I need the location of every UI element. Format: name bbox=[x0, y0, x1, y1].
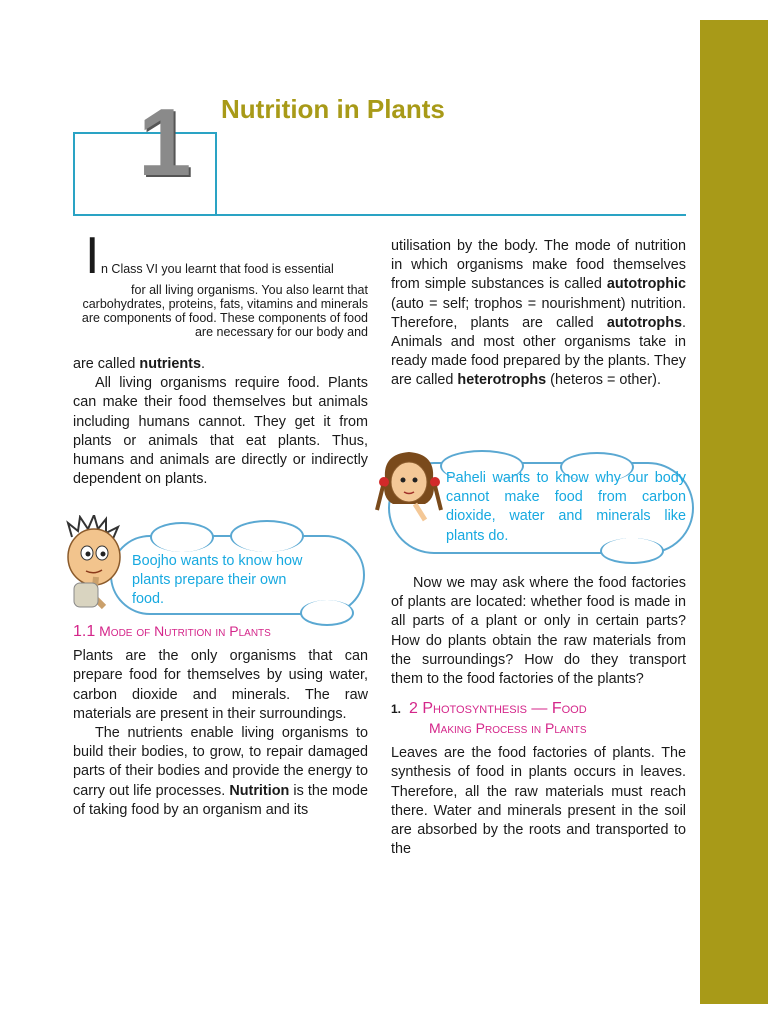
paragraph-living-organisms: All living organisms require food. Plants can make their food themselves but animals including humans cannot. They get it from plants or animals that eat plants. Thus, humans and animals are directly or indirectly dependent on plants. bbox=[73, 375, 368, 488]
boojho-question: Boojho wants to know how plants prepare their own food. bbox=[132, 553, 303, 608]
right-column-bottom bbox=[391, 574, 686, 859]
sidebar-color-bar bbox=[700, 20, 768, 1004]
paheli-question: Paheli wants to know why our body cannot make food from carbon dioxide, water and minerals like plants do. bbox=[446, 470, 686, 544]
bubble-bump bbox=[150, 522, 214, 552]
left-column-bottom bbox=[73, 622, 368, 820]
right-column-top bbox=[391, 237, 686, 391]
chapter-number: 1 bbox=[138, 89, 192, 196]
boojho-character-illustration bbox=[60, 515, 130, 610]
intro-small-text: for all living organisms. You also learnt that carbohydrates, proteins, fats, vitamins and minerals are components of food. These components of food are necessary for our body and bbox=[81, 283, 368, 339]
paragraph-leaves-food-factories: Leaves are the food factories of plants. The synthesis of food in plants occurs in leaves. Therefore, all the raw materials must reach there. Water and minerals present in the soil are absorbed by the roots and transported to the bbox=[391, 745, 686, 858]
paheli-character-illustration bbox=[375, 448, 445, 528]
drop-cap: I bbox=[85, 227, 100, 285]
section-heading-photosynthesis: 1. 2 Photosynthesis — Food Making Process in Plants bbox=[391, 700, 587, 737]
intro-first-line: n Class VI you learnt that food is essential bbox=[101, 262, 334, 276]
chapter-title: Nutrition in Plants bbox=[221, 94, 445, 124]
paragraph-plants-only-organisms: Plants are the only organisms that can prepare food for themselves by using water, carbon dioxide and minerals. The raw materials are present in their surroundings. bbox=[73, 648, 368, 722]
bubble-bump bbox=[230, 520, 304, 552]
paragraph-nutrients-enable: The nutrients enable living organisms to build their bodies, to grow, to repair damaged parts of their bodies and provide the energy to carry out life processes. Nutrition is the mode of taking food by an organism and its bbox=[73, 725, 368, 818]
section-heading-mode-of-nutrition: 1.1 Mode of Nutrition in Plants bbox=[73, 623, 271, 640]
paragraph-autotrophic: utilisation by the body. The mode of nutrition in which organisms make food themselves from simple substances is called autotrophic (auto = self; trophos = nourishment) nutrition. Therefore, plants are called autotrophs. Animals and most other organisms take in ready made food prepared by the plants. They are called heterotrophs (heteros = other). bbox=[391, 238, 686, 389]
intro-continuation: are called nutrients. bbox=[73, 356, 205, 372]
left-column-top bbox=[73, 355, 368, 489]
chapter-rule bbox=[73, 214, 686, 216]
paragraph-food-factories: Now we may ask where the food factories of plants are located: whether food is made in all parts of a plant or only in certain parts? How do plants obtain the raw materials from the surroundings? How do they transport them to the food factories of the plants? bbox=[391, 575, 686, 688]
